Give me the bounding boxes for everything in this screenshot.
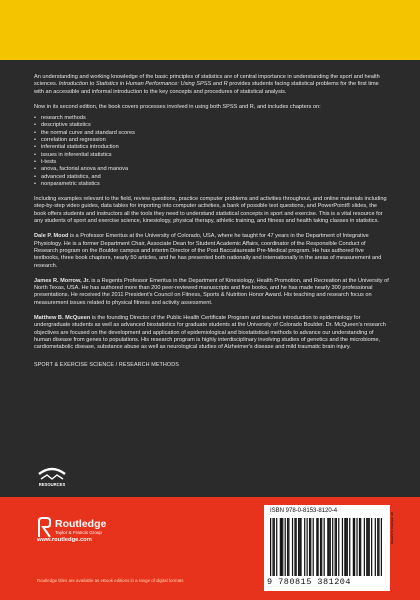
author-bio-text: is the founding Director of the Public Health Certificate Program and teaches introduction to epidemiology for undergraduate students as well as advanced biostatistics for graduate students at the University of Colorado Boulder. Dr. McQueen's research objectives are focused on the development and application of epidemiological and biostatistical methods to advance our understanding of human disease from genes to populations. His research program is highly interdisciplinary involving studies of genetics and the microbiome, cardiometabolic disease, substance abuse as well as neurological studies of Alzheimer's disease and mild traumatic brain injury. [34,315,386,351]
subject-category: SPORT & EXERCISE SCIENCE / RESEARCH METHODS [34,361,179,368]
barcode-bar [285,518,286,576]
barcode-bar [367,518,368,576]
barcode-bar [274,518,275,576]
routledge-logo-icon [37,517,52,539]
barcode-bar [347,518,348,576]
barcode-bar [270,518,271,576]
barcode-bar [359,518,360,576]
list-item: • research methods [34,115,390,122]
barcode-bar [353,518,354,576]
list-item: • t-tests [34,159,390,166]
barcode-bar [344,518,345,576]
publisher-logo [37,517,109,549]
barcode-bar [345,518,346,576]
author-bio-mcqueen [34,315,390,351]
barcode-bar [317,518,318,576]
barcode-bar [296,518,297,576]
features-paragraph: Including examples relevant to the field, review questions, practice computer problems and activities throughout, and online materials including step-by-step video guides, data tables for importing into computer activities, a bank of possible test questions, and PowerPoint® slides, the book offers students and instructors all the tools they need to understand statistical concepts in sport and exercise. This is a vital resource for any students of sport and exercise science, kinesiology, physical therapy, athletic training, and fitness and health taking classes in statistics. [34,196,387,225]
barcode-bar [313,518,314,576]
barcode-bar [288,518,289,576]
list-item: • inferential statistics introduction [34,144,390,151]
barcode-bar [332,518,333,576]
barcode-bar [369,518,370,576]
barcode-bar [282,518,283,576]
barcode-bar [377,518,378,576]
barcode-bar [304,518,305,576]
barcode-panel [264,505,390,591]
barcode-bar [316,518,317,576]
intro-paragraph [34,74,390,96]
barcode-bar [364,518,365,576]
list-item: • advanced statistics, and [34,174,390,181]
barcode-bar [366,518,367,576]
barcode-bar [324,518,325,576]
barcode-bar [336,518,337,576]
barcode-bar [371,518,372,576]
barcode-bar [375,518,376,576]
intro-text-a: An understanding and working knowledge of the basic principles of statistics are of central importance in understanding the sport and health sciences. [34,74,380,88]
publisher-group: Taylor & Francis Group [55,530,102,535]
list-item: • nonparametric statistics [34,181,390,188]
cover-text [34,74,390,377]
barcode-bar [330,518,331,576]
barcode-bar [356,518,357,576]
barcode-bar [354,518,355,576]
list-item: • issues in inferential statistics [34,152,390,159]
barcode-bar [320,518,321,576]
publisher-name: Routledge [55,518,107,530]
author-bio-mood [34,233,390,269]
book-title-italic: Introduction to Statistics in Human Performance: Using SPSS and R [58,81,228,88]
barcode-bar [276,518,277,576]
barcode-bar [300,518,301,576]
barcode-bar [378,518,379,576]
barcode-bar [360,518,361,576]
author-bio-text: is a Regents Professor Emeritus in the Department of Kinesiology, Health Promotion, and Recreation at the University of North Texas, USA. He has authored more than 200 peer-reviewed manuscripts and five books, and he has made nearly 300 professional presentations. He received the 2011 President's Council on Fitness, Sports & Nutrition Honor Award. His teaching and research focus on measurement issues related to physical fitness and activity assessment. [34,277,389,306]
barcode-bar [292,518,293,576]
resources-badge-icon [36,465,68,489]
barcode-bar [299,518,300,576]
author-bio-text: is a Professor Emeritus at the University of Colorado, USA, where he taught for 47 years in the Department of Integrative Physiology. He is a former Department Chair, Associate Dean for Student Academic Affairs, coordinator of the Responsible Conduct of Research program on the Boulder campus and interim Director of the Post Baccalaureate Pre-Medical program. He has authored five textbooks, three book chapters, nearly 50 articles, and he has presented both nationally and internationally in the areas of measurement and research. [34,233,382,269]
isbn-label: ISBN 978-0-8153-8120-4 [270,508,338,514]
publisher-side-text [388,512,394,592]
author-bio-morrow [34,278,390,307]
badge-label: RESOURCES [38,482,66,487]
list-item: • descriptive statistics [34,122,390,129]
edition-paragraph: Now in its second edition, the book covers processes involved in using both SPSS and R, and includes chapters on: [34,103,321,110]
list-item: • anova, factorial anova and manova [34,166,390,173]
barcode-bar [328,518,329,576]
ebook-note: Routledge titles are available as eBook editions in a range of digital formats [37,578,184,583]
barcode-bar [310,518,311,576]
top-color-band [0,0,420,60]
barcode-image [270,518,382,576]
barcode-bar [298,518,299,576]
barcode-bar [338,518,339,576]
author-name: Matthew B. McQueen [34,315,91,322]
barcode-bar [280,518,281,576]
barcode-bar [327,518,328,576]
author-name: Dale P. Mood [34,233,69,240]
publisher-url: www.routledge.com [37,537,92,543]
barcode-bar [321,518,322,576]
barcode-bar [335,518,336,576]
barcode-bar [307,518,308,576]
list-item: • correlation and regression [34,137,390,144]
barcode-bar [309,518,310,576]
barcode-bar [294,518,295,576]
barcode-bar [349,518,350,576]
barcode-bar [281,518,282,576]
barcode-bar [381,518,382,576]
author-name: James R. Morrow, Jr. [34,277,90,284]
informa-text: an informa business [390,512,394,545]
barcode-bar [287,518,288,576]
topic-list [34,115,390,188]
intro-text-b: provides students facing statistical problems for the first time with an accessible and informal introduction to the key concepts and procedures of statistical analysis. [34,81,379,95]
barcode-bar [342,518,343,576]
list-item: • the normal curve and standard scores [34,130,390,137]
barcode-bar [272,518,273,576]
barcode-digits: 9 780815 381204 [267,577,352,587]
